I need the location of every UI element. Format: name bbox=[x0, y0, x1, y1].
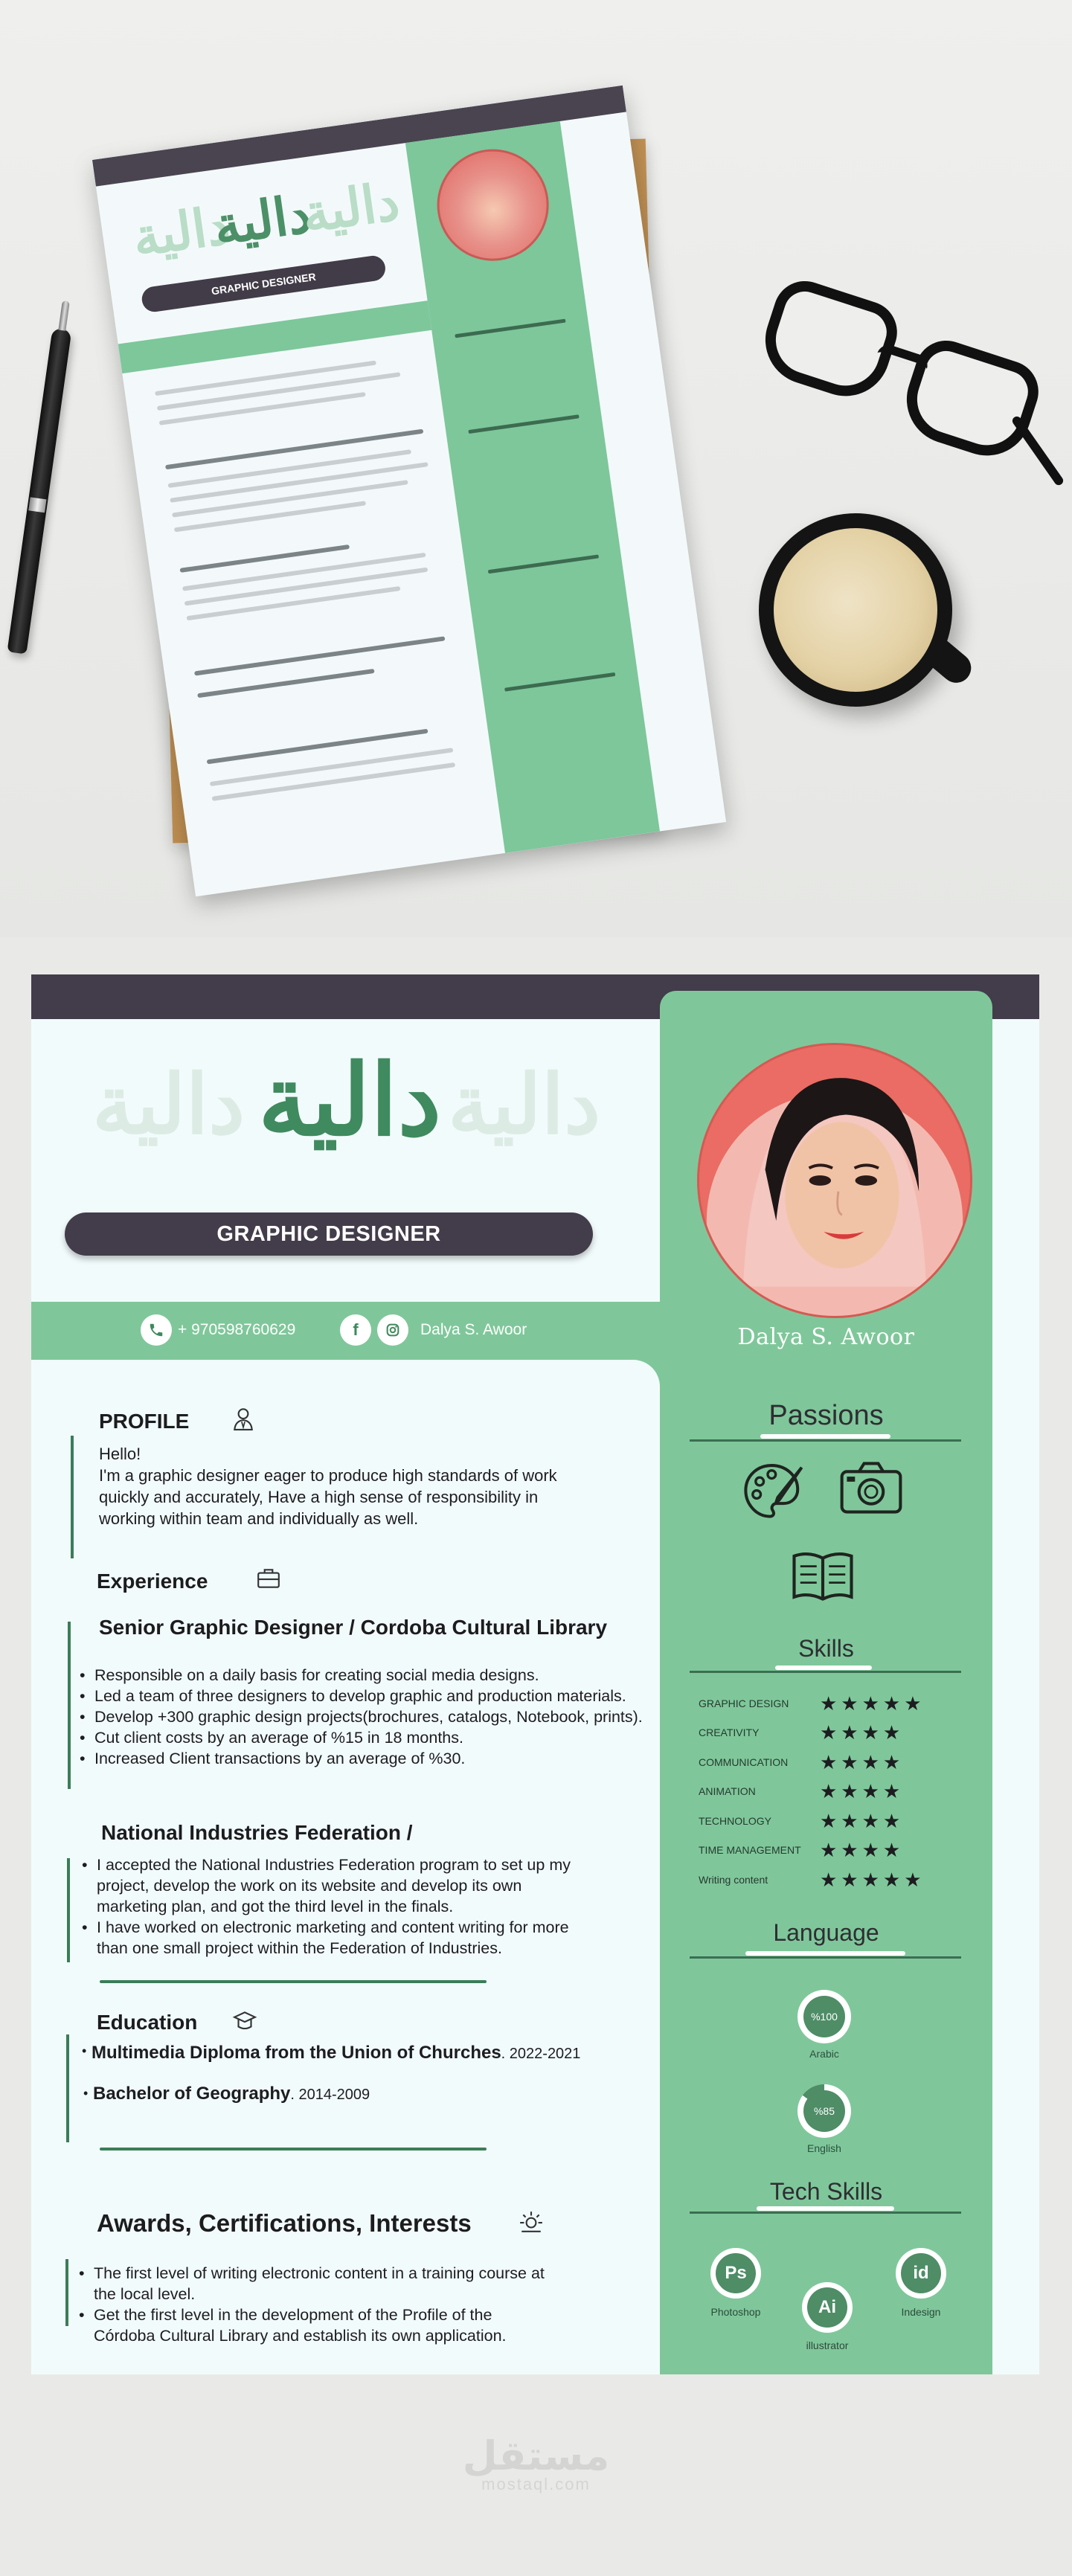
mockup-logo-ghost: دالية bbox=[129, 193, 234, 269]
awards-vbar bbox=[65, 2259, 68, 2326]
experience-heading: Experience bbox=[97, 1570, 208, 1593]
camera-icon bbox=[838, 1459, 904, 1516]
education-heading: Education bbox=[97, 2011, 198, 2034]
resume-sheet bbox=[31, 974, 1039, 2374]
logo-main: دالية bbox=[258, 1043, 442, 1158]
skill-stars: ★★★★ bbox=[820, 1780, 905, 1803]
glasses-decoration bbox=[751, 260, 1064, 506]
tech-skills-rule bbox=[690, 2212, 961, 2214]
skill-row bbox=[699, 1689, 981, 1718]
education-degree-2: Bachelor of Geography bbox=[92, 2084, 291, 2104]
coffee-cup-decoration bbox=[759, 513, 952, 707]
profile-line-2: quickly and accurately, Have a high sense of responsibility in bbox=[99, 1488, 539, 1506]
resume-mockup-sheet bbox=[92, 86, 726, 896]
instagram-icon bbox=[377, 1314, 408, 1346]
candidate-name: Dalya S. Awoor bbox=[737, 1324, 915, 1350]
skill-stars: ★★★★★ bbox=[820, 1868, 925, 1891]
job1-bullet: • Increased Client transactions by an average of %30. bbox=[78, 1748, 643, 1769]
skills-rule bbox=[690, 1671, 961, 1673]
education-years-2: . 2014-2009 bbox=[290, 2087, 370, 2103]
job1-title: Senior Graphic Designer / Cordoba Cultural Library bbox=[99, 1616, 608, 1639]
skills-rule-highlight bbox=[775, 1666, 872, 1670]
watermark-arabic: مستقل bbox=[462, 2432, 610, 2479]
mockup-scene bbox=[0, 0, 1072, 937]
language-rule bbox=[690, 1956, 961, 1959]
skill-row bbox=[699, 1747, 981, 1777]
language-rule-highlight bbox=[745, 1951, 905, 1956]
skill-row bbox=[699, 1777, 981, 1807]
skill-name: CREATIVITY bbox=[699, 1727, 760, 1739]
mockup-title: GRAPHIC DESIGNER bbox=[141, 254, 388, 314]
pen-decoration bbox=[7, 327, 72, 654]
profile-heading: PROFILE bbox=[99, 1410, 190, 1433]
job2-bullets bbox=[80, 1854, 586, 1959]
skill-row bbox=[699, 1806, 981, 1836]
job2-title: National Industries Federation / bbox=[101, 1821, 413, 1844]
skill-stars: ★★★★ bbox=[820, 1721, 905, 1744]
indesign-badge bbox=[896, 2248, 946, 2299]
phone-icon bbox=[141, 1314, 172, 1346]
facebook-icon: f bbox=[340, 1314, 371, 1346]
job-title-pill: GRAPHIC DESIGNER bbox=[65, 1212, 593, 1256]
briefcase-icon bbox=[256, 1566, 281, 1591]
education-degree-1: Multimedia Diploma from the Union of Churches bbox=[91, 2043, 501, 2063]
language-arabic-label: Arabic bbox=[809, 2048, 839, 2060]
logo-ghost-right: دالية bbox=[448, 1056, 601, 1152]
palette-icon bbox=[742, 1459, 806, 1523]
education-years-1: . 2022-2021 bbox=[501, 2046, 581, 2062]
skills-heading: Skills bbox=[798, 1635, 854, 1662]
skill-name: TIME MANAGEMENT bbox=[699, 1844, 801, 1857]
illustrator-abbr: Ai bbox=[807, 2287, 847, 2328]
skill-row bbox=[699, 1718, 981, 1748]
skill-name: GRAPHIC DESIGN bbox=[699, 1697, 789, 1709]
language-english-percent: %85 bbox=[803, 2090, 845, 2132]
graduation-icon bbox=[232, 2008, 257, 2034]
photoshop-abbr: Ps bbox=[716, 2253, 756, 2293]
award-icon bbox=[519, 2209, 544, 2235]
skill-row bbox=[699, 1865, 981, 1895]
logo-ghost-left: دالية bbox=[92, 1056, 245, 1152]
job2-bullet: • I have worked on electronic marketing and content writing for more than one small project within the Federation of Industries. bbox=[80, 1917, 586, 1959]
phone-number: + 970598760629 bbox=[178, 1321, 296, 1338]
social-contact bbox=[340, 1314, 527, 1346]
education-vbar bbox=[66, 2034, 69, 2142]
social-handle: Dalya S. Awoor bbox=[420, 1321, 527, 1338]
experience-divider bbox=[100, 1980, 487, 1983]
profile-vbar bbox=[71, 1436, 74, 1558]
job1-bullet: • Responsible on a daily basis for creating social media designs. bbox=[78, 1665, 643, 1686]
skill-name: ANIMATION bbox=[699, 1785, 756, 1798]
language-arabic-percent: %100 bbox=[803, 1996, 845, 2037]
phone-contact bbox=[141, 1314, 295, 1346]
mockup-logo: دالية bbox=[210, 182, 315, 257]
skill-name: COMMUNICATION bbox=[699, 1756, 789, 1768]
education-item-2: • Bachelor of Geography. 2014-2009 bbox=[83, 2084, 370, 2104]
tech-skills-rule-highlight bbox=[757, 2206, 894, 2211]
experience-vbar bbox=[68, 1622, 71, 1789]
skills-list bbox=[699, 1689, 981, 1895]
profile-line-3: working within team and individually as well. bbox=[99, 1509, 419, 1528]
mostaql-watermark bbox=[0, 2432, 1072, 2494]
mockup-logo-ghost: دالية bbox=[298, 170, 403, 245]
skill-stars: ★★★★ bbox=[820, 1839, 905, 1862]
illustrator-badge bbox=[802, 2282, 853, 2333]
education-divider bbox=[100, 2148, 487, 2151]
indesign-label: Indesign bbox=[901, 2306, 941, 2318]
passions-rule bbox=[690, 1439, 961, 1442]
job1-bullet: • Cut client costs by an average of %15 in 18 months. bbox=[78, 1727, 643, 1748]
skill-row bbox=[699, 1836, 981, 1866]
resume-mockup-preview bbox=[92, 86, 726, 896]
awards-bullets bbox=[77, 2263, 553, 2346]
skill-stars: ★★★★ bbox=[820, 1809, 905, 1832]
language-english-label: English bbox=[807, 2142, 841, 2154]
passions-rule-highlight bbox=[760, 1434, 890, 1439]
skill-name: TECHNOLOGY bbox=[699, 1814, 772, 1827]
person-icon bbox=[231, 1406, 256, 1431]
photoshop-label: Photoshop bbox=[710, 2306, 761, 2318]
job1-bullet: • Develop +300 graphic design projects(brochures, catalogs, Notebook, prints). bbox=[78, 1706, 643, 1727]
language-heading: Language bbox=[773, 1919, 879, 1946]
profile-line-1: I'm a graphic designer eager to produce high standards of work bbox=[99, 1466, 557, 1485]
photoshop-badge bbox=[710, 2248, 761, 2299]
job2-bullet: • I accepted the National Industries Federation program to set up my project, develop the work on its website and develop its own marketing plan, and got the third level in the finals. bbox=[80, 1854, 586, 1917]
skill-name: Writing content bbox=[699, 1873, 768, 1886]
passions-heading: Passions bbox=[768, 1400, 884, 1431]
profile-photo bbox=[697, 1043, 972, 1318]
profile-greeting: Hello! bbox=[99, 1445, 141, 1463]
language-english-meter bbox=[797, 2084, 851, 2138]
job2-vbar bbox=[67, 1858, 70, 1962]
award-bullet: • Get the first level in the development of the Profile of the Córdoba Cultural Library and establish its own application. bbox=[77, 2304, 553, 2346]
skill-stars: ★★★★★ bbox=[820, 1692, 925, 1715]
indesign-abbr: id bbox=[901, 2253, 941, 2293]
skill-stars: ★★★★ bbox=[820, 1750, 905, 1773]
language-arabic-meter bbox=[797, 1990, 851, 2043]
education-item-1: • Multimedia Diploma from the Union of Churches. 2022-2021 bbox=[82, 2043, 581, 2063]
watermark-latin: mostaql.com bbox=[481, 2475, 591, 2493]
mockup-contact-band bbox=[118, 301, 431, 373]
tech-skills-heading: Tech Skills bbox=[769, 2178, 883, 2205]
right-strip bbox=[992, 1019, 1039, 2374]
awards-heading: Awards, Certifications, Interests bbox=[97, 2209, 472, 2237]
job1-bullet: • Led a team of three designers to develop graphic and production materials. bbox=[78, 1686, 643, 1706]
book-icon bbox=[790, 1547, 856, 1604]
job1-bullets bbox=[78, 1665, 643, 1769]
illustrator-label: illustrator bbox=[806, 2339, 849, 2351]
award-bullet: • The first level of writing electronic content in a training course at the local level. bbox=[77, 2263, 553, 2304]
